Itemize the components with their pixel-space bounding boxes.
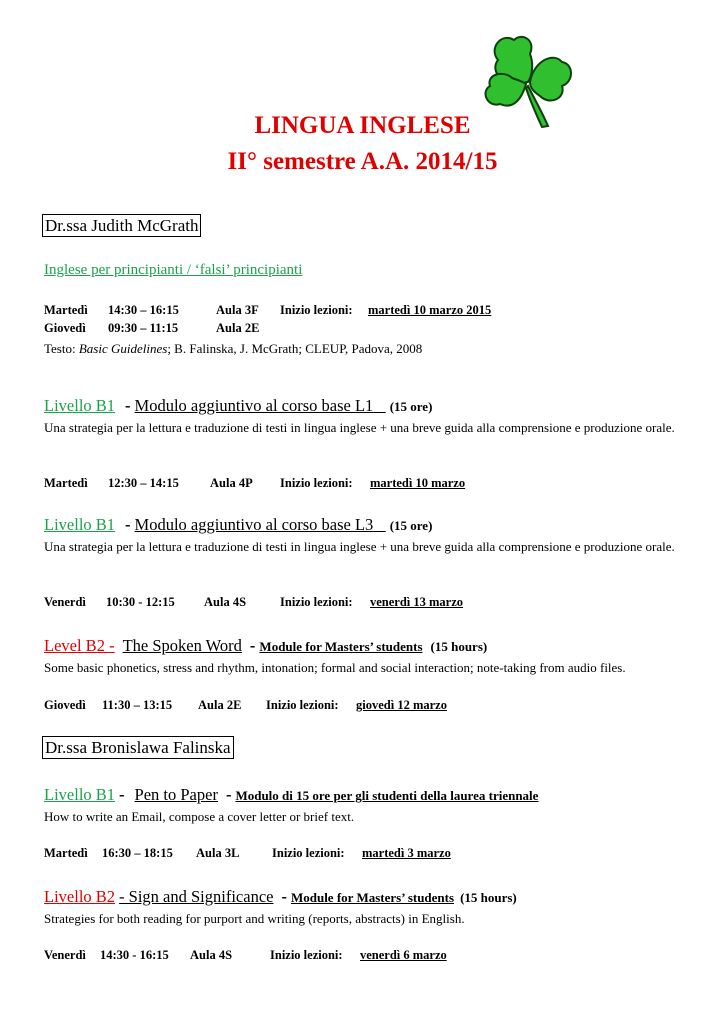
course-description: Strategies for both reading for purport and writing (reports, abstracts) in English. xyxy=(44,911,465,926)
room: Aula 2E xyxy=(198,698,242,712)
course-heading-spoken-word xyxy=(44,636,487,656)
hours: (15 ore) xyxy=(389,518,433,533)
room: Aula 3F xyxy=(216,303,259,317)
time: 10:30 - 12:15 xyxy=(106,595,175,609)
level-label: Livello B1 xyxy=(44,785,116,804)
course-description: How to write an Email, compose a cover letter or brief text. xyxy=(44,809,355,824)
time: 09:30 – 11:15 xyxy=(108,321,179,335)
teacher-name-box: Dr.ssa Bronislawa Falinska xyxy=(42,736,234,759)
course-title: Modulo aggiuntivo al corso base L1 xyxy=(134,396,374,415)
hours: (15 hours) xyxy=(430,639,488,654)
schedule-row xyxy=(44,846,684,863)
start-date: giovedì 12 marzo xyxy=(356,698,447,712)
start-date: martedì 3 marzo xyxy=(362,846,451,860)
day: Giovedì xyxy=(44,698,86,712)
day: Venerdì xyxy=(44,948,86,962)
level-label: Livello B1 xyxy=(44,515,116,534)
level-label: Livello B2 xyxy=(44,887,116,906)
course-heading-sign-significance xyxy=(44,887,517,907)
level-label: Livello B1 xyxy=(44,396,116,415)
teacher-name-box: Dr.ssa Judith McGrath xyxy=(42,214,201,237)
schedule-row xyxy=(44,321,684,338)
day: Giovedì xyxy=(44,321,86,335)
course-heading-pen-to-paper xyxy=(44,785,538,805)
dash: - xyxy=(225,785,232,804)
time: 12:30 – 14:15 xyxy=(108,476,179,490)
course-subtitle: Modulo di 15 ore per gli studenti della laurea triennale xyxy=(235,788,539,803)
hours: (15 hours) xyxy=(460,890,517,905)
start-label: Inizio lezioni: xyxy=(270,948,343,962)
start-label: Inizio lezioni: xyxy=(280,476,353,490)
dash: - xyxy=(249,636,256,655)
dash: - xyxy=(125,515,131,534)
start-label: Inizio lezioni: xyxy=(272,846,345,860)
course-description: Some basic phonetics, stress and rhythm, intonation; formal and social interaction; note-taking from audio files. xyxy=(44,660,626,675)
hours: (15 ore) xyxy=(389,399,433,414)
time: 11:30 – 13:15 xyxy=(102,698,173,712)
day: Martedì xyxy=(44,846,88,860)
day: Venerdì xyxy=(44,595,86,609)
course-heading-b1-l3 xyxy=(44,515,432,535)
day: Martedì xyxy=(44,303,88,317)
dash: - xyxy=(125,396,131,415)
room: Aula 2E xyxy=(216,321,260,335)
course-subtitle: Module for Masters’ students xyxy=(259,639,423,654)
course-heading-beginners: Inglese per principianti / ‘falsi’ principianti xyxy=(44,262,303,278)
course-heading-b1-l1 xyxy=(44,396,432,416)
course-title: The Spoken Word xyxy=(122,636,242,655)
time: 16:30 – 18:15 xyxy=(102,846,173,860)
course-title: Modulo aggiuntivo al corso base L3 xyxy=(134,515,374,534)
room: Aula 3L xyxy=(196,846,240,860)
schedule-row xyxy=(44,948,684,965)
course-title: - Sign and Significance xyxy=(119,887,274,906)
start-date: venerdì 6 marzo xyxy=(360,948,447,962)
textbook-line: Testo: Basic Guidelines; B. Falinska, J. McGrath; CLEUP, Padova, 2008 xyxy=(44,341,423,356)
dash: - xyxy=(281,887,287,906)
start-date: martedì 10 marzo 2015 xyxy=(368,303,492,317)
room: Aula 4S xyxy=(190,948,233,962)
dash: - xyxy=(119,785,125,804)
course-description: Una strategia per la lettura e traduzione di testi in lingua inglese + una breve guida alla comprensione e produzione orale. xyxy=(44,420,675,435)
schedule-row xyxy=(44,476,684,493)
course-title: Pen to Paper xyxy=(134,785,218,804)
room: Aula 4P xyxy=(210,476,253,490)
level-label: Level B2 - xyxy=(44,636,115,655)
course-subtitle: Module for Masters’ students xyxy=(290,890,455,905)
time: 14:30 – 16:15 xyxy=(108,303,179,317)
day: Martedì xyxy=(44,476,88,490)
schedule-row xyxy=(44,698,684,715)
page-subtitle: II° semestre A.A. 2014/15 xyxy=(227,148,498,175)
start-label: Inizio lezioni: xyxy=(280,303,353,317)
room: Aula 4S xyxy=(204,595,247,609)
page-title: LINGUA INGLESE xyxy=(254,112,471,139)
start-label: Inizio lezioni: xyxy=(280,595,353,609)
textbook-title: Basic Guidelines xyxy=(78,341,168,356)
start-date: venerdì 13 marzo xyxy=(370,595,464,609)
course-description: Una strategia per la lettura e traduzione di testi in lingua inglese + una breve guida alla comprensione e produzione orale. xyxy=(44,539,675,554)
time: 14:30 - 16:15 xyxy=(100,948,169,962)
start-date: martedì 10 marzo xyxy=(370,476,466,490)
schedule-row xyxy=(44,303,684,320)
start-label: Inizio lezioni: xyxy=(266,698,339,712)
schedule-row xyxy=(44,595,684,612)
